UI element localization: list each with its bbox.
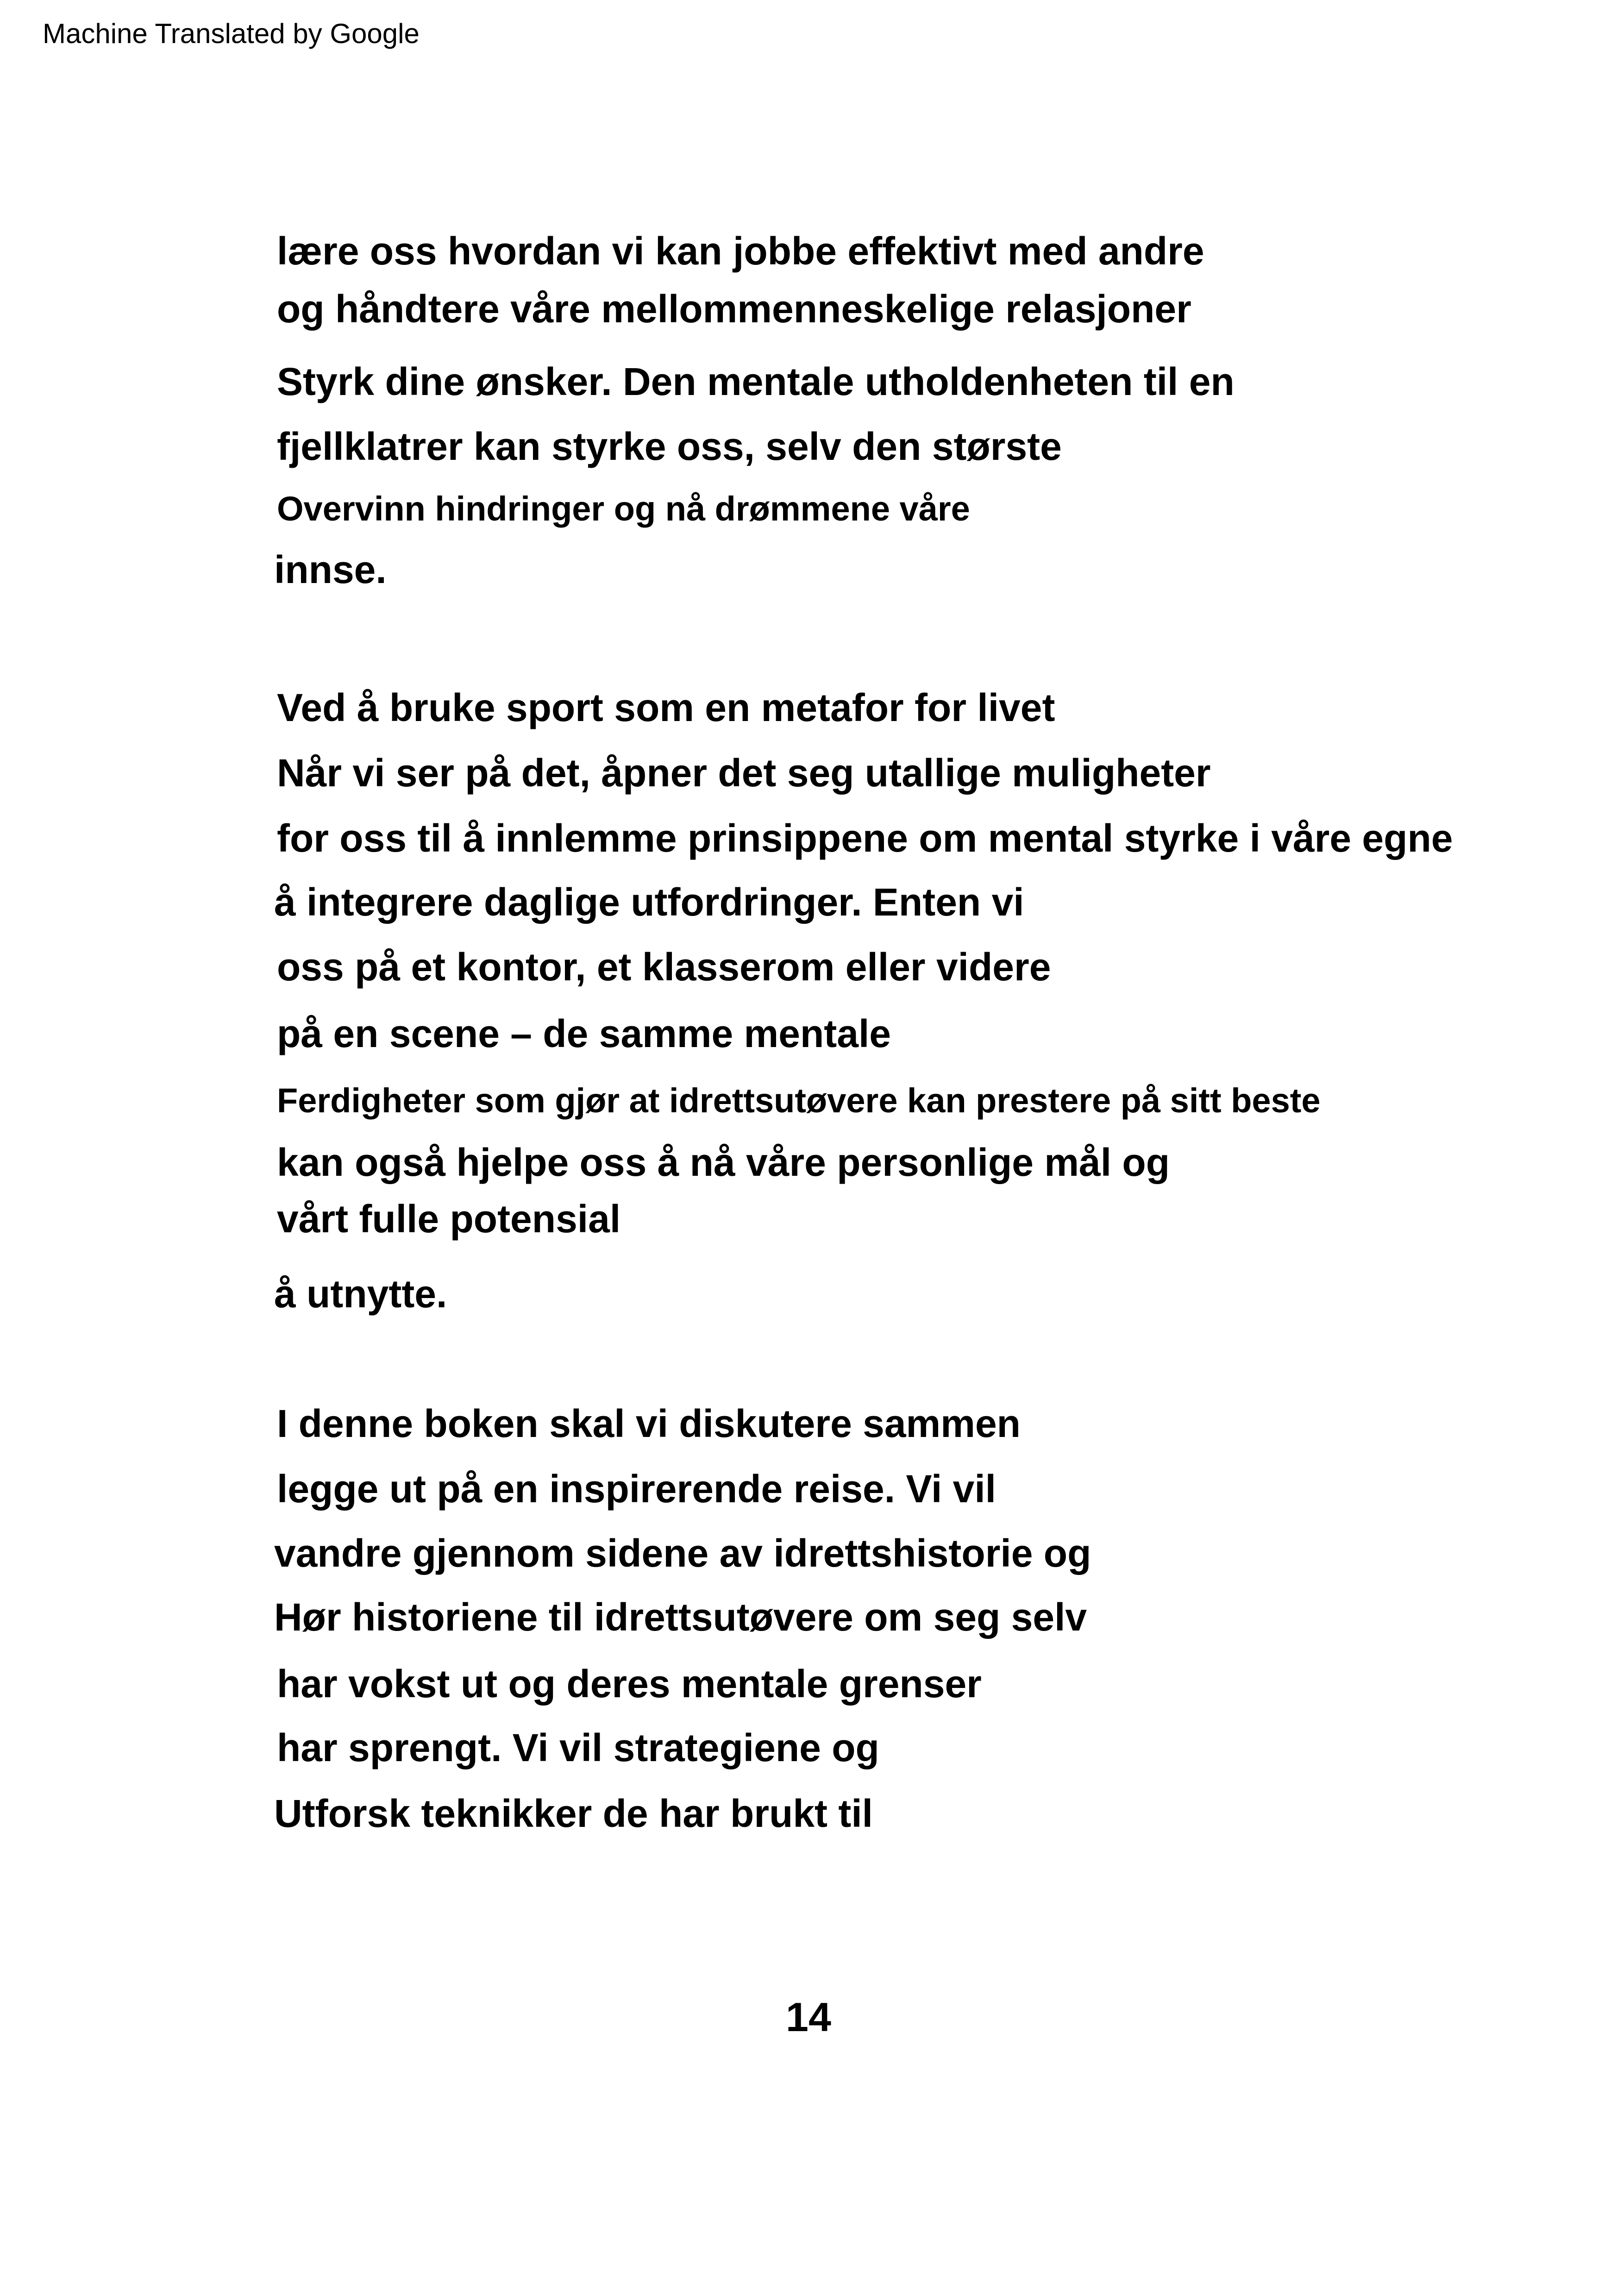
text-line: vandre gjennom sidene av idrettshistorie og	[274, 1531, 1091, 1575]
text-line: Utforsk teknikker de har brukt til	[274, 1792, 873, 1835]
text-line: Ferdigheter som gjør at idrettsutøvere kan prestere på sitt beste	[277, 1081, 1321, 1120]
text-line: lære oss hvordan vi kan jobbe effektivt med andre	[277, 229, 1204, 273]
text-line: for oss til å innlemme prinsippene om mental styrke i våre egne	[277, 816, 1453, 860]
page-number: 14	[786, 1994, 831, 2040]
text-line: Når vi ser på det, åpner det seg utallige muligheter	[277, 751, 1211, 795]
text-line: legge ut på en inspirerende reise. Vi vil	[277, 1467, 997, 1511]
text-line: og håndtere våre mellommenneskelige relasjoner	[277, 287, 1191, 331]
text-line: Styrk dine ønsker. Den mentale utholdenheten til en	[277, 360, 1235, 403]
text-line: har sprengt. Vi vil strategiene og	[277, 1726, 879, 1769]
text-line: vårt fulle potensial	[277, 1197, 621, 1241]
text-line: har vokst ut og deres mentale grenser	[277, 1662, 982, 1706]
text-line: Overvinn hindringer og nå drømmene våre	[277, 489, 970, 528]
text-line: fjellklatrer kan styrke oss, selv den største	[277, 425, 1062, 468]
text-line: innse.	[274, 548, 387, 591]
machine-translation-notice: Machine Translated by Google	[43, 18, 420, 49]
text-line: på en scene – de samme mentale	[277, 1012, 891, 1055]
text-line: I denne boken skal vi diskutere sammen	[277, 1402, 1021, 1445]
text-line: oss på et kontor, et klasserom eller videre	[277, 945, 1051, 989]
text-line: kan også hjelpe oss å nå våre personlige mål og	[277, 1141, 1170, 1184]
text-line: å utnytte.	[274, 1272, 447, 1316]
text-line: Ved å bruke sport som en metafor for livet	[277, 686, 1055, 729]
text-line: Hør historiene til idrettsutøvere om seg selv	[274, 1595, 1087, 1639]
text-line: å integrere daglige utfordringer. Enten vi	[274, 880, 1024, 924]
